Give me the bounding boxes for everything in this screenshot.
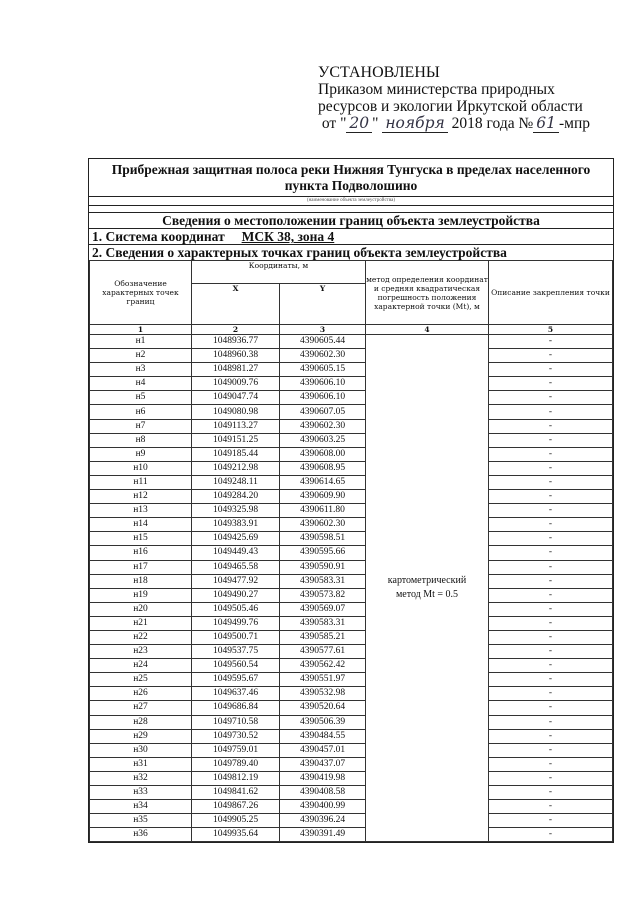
- point-description: -: [489, 504, 613, 518]
- point-id: н35: [90, 814, 192, 828]
- point-description: -: [489, 701, 613, 715]
- coord-x: 1049465.58: [192, 560, 280, 574]
- point-description: -: [489, 349, 613, 363]
- coord-y: 4390585.21: [280, 630, 366, 644]
- point-id: н5: [90, 391, 192, 405]
- coord-y: 4390605.44: [280, 335, 366, 349]
- coord-y: 4390611.80: [280, 504, 366, 518]
- coord-x: 1049248.11: [192, 475, 280, 489]
- point-id: н14: [90, 518, 192, 532]
- point-description: -: [489, 363, 613, 377]
- column-number: 2: [192, 325, 280, 335]
- point-id: н29: [90, 729, 192, 743]
- point-description: -: [489, 560, 613, 574]
- point-description: -: [489, 433, 613, 447]
- coord-y: 4390457.01: [280, 743, 366, 757]
- coord-x: 1049113.27: [192, 419, 280, 433]
- table-row: [90, 814, 613, 828]
- coord-x: 1049710.58: [192, 715, 280, 729]
- table-row: [90, 560, 613, 574]
- point-id: н13: [90, 504, 192, 518]
- point-description: -: [489, 828, 613, 842]
- point-id: н33: [90, 786, 192, 800]
- point-description: -: [489, 715, 613, 729]
- coord-x: 1049080.98: [192, 405, 280, 419]
- coord-x: 1049595.67: [192, 673, 280, 687]
- point-id: н1: [90, 335, 192, 349]
- table-row: [90, 504, 613, 518]
- section-heading: Сведения о местоположении границ объекта землеустройства: [89, 213, 613, 229]
- object-title-caption: (наименование объекта землеустройства): [89, 196, 613, 206]
- spacer: [89, 206, 613, 213]
- object-title: Прибрежная защитная полоса реки Нижняя Тунгуска в пределах населенного пункта Подволошино: [111, 162, 591, 193]
- coord-x: 1049477.92: [192, 574, 280, 588]
- point-id: н18: [90, 574, 192, 588]
- point-id: н32: [90, 771, 192, 785]
- table-row: [90, 602, 613, 616]
- point-description: -: [489, 687, 613, 701]
- coord-x: 1049425.69: [192, 532, 280, 546]
- column-number: 5: [489, 325, 613, 335]
- point-id: н27: [90, 701, 192, 715]
- coord-x: 1048960.38: [192, 349, 280, 363]
- coord-x: 1049499.76: [192, 616, 280, 630]
- header-coords: Координаты, м: [192, 261, 366, 284]
- approval-line-2: ресурсов и экологии Иркутской области: [318, 98, 583, 115]
- point-description: -: [489, 659, 613, 673]
- coord-y: 4390484.55: [280, 729, 366, 743]
- table-row: [90, 546, 613, 560]
- point-description: -: [489, 419, 613, 433]
- coord-x: 1049185.44: [192, 447, 280, 461]
- point-id: н4: [90, 377, 192, 391]
- table-row: [90, 687, 613, 701]
- table-row: [90, 433, 613, 447]
- point-description: -: [489, 335, 613, 349]
- coord-x: 1049449.43: [192, 546, 280, 560]
- table-row: [90, 786, 613, 800]
- point-id: н10: [90, 461, 192, 475]
- point-id: н30: [90, 743, 192, 757]
- coord-x: 1049560.54: [192, 659, 280, 673]
- point-description: -: [489, 673, 613, 687]
- coord-y: 4390602.30: [280, 349, 366, 363]
- table-row: [90, 645, 613, 659]
- point-id: н34: [90, 800, 192, 814]
- table-row: [90, 701, 613, 715]
- table-row: [90, 828, 613, 842]
- table-row: [90, 377, 613, 391]
- table-row: [90, 673, 613, 687]
- point-id: н15: [90, 532, 192, 546]
- point-description: -: [489, 645, 613, 659]
- table-row: [90, 461, 613, 475]
- table-row: [90, 800, 613, 814]
- coord-y: 4390506.39: [280, 715, 366, 729]
- coord-y: 4390408.58: [280, 786, 366, 800]
- point-description: -: [489, 518, 613, 532]
- point-description: -: [489, 814, 613, 828]
- point-description: -: [489, 630, 613, 644]
- point-description: -: [489, 757, 613, 771]
- table-row: [90, 335, 613, 349]
- coord-x: 1049905.25: [192, 814, 280, 828]
- coord-x: 1049841.62: [192, 786, 280, 800]
- handwritten-month: ноября: [382, 115, 447, 133]
- coord-y: 4390606.10: [280, 391, 366, 405]
- coord-y: 4390437.07: [280, 757, 366, 771]
- coord-y: 4390606.10: [280, 377, 366, 391]
- coord-y: 4390520.64: [280, 701, 366, 715]
- point-id: н12: [90, 490, 192, 504]
- points-heading: 2. Сведения о характерных точках границ объекта землеустройства: [92, 245, 507, 260]
- table-row: [90, 349, 613, 363]
- coord-y: 4390551.97: [280, 673, 366, 687]
- column-number: 3: [280, 325, 366, 335]
- point-description: -: [489, 743, 613, 757]
- coord-x: 1049637.46: [192, 687, 280, 701]
- header-designation: Обозначение характерных точек границ: [90, 261, 192, 325]
- point-id: н11: [90, 475, 192, 489]
- table-row: [90, 743, 613, 757]
- point-id: н6: [90, 405, 192, 419]
- coord-x: 1048936.77: [192, 335, 280, 349]
- handwritten-number: 61: [533, 115, 559, 133]
- approval-date-line: от " 20 " ноября 2018 года № 61 -мпр: [321, 114, 591, 132]
- coord-y: 4390609.90: [280, 490, 366, 504]
- point-description: -: [489, 800, 613, 814]
- point-description: -: [489, 532, 613, 546]
- coordinate-system-value: МСК 38, зона 4: [241, 229, 335, 244]
- header-description: Описание закрепления точки: [489, 261, 613, 325]
- point-id: н17: [90, 560, 192, 574]
- table-row: [90, 475, 613, 489]
- coord-x: 1049151.25: [192, 433, 280, 447]
- coord-x: 1049500.71: [192, 630, 280, 644]
- table-row: [90, 771, 613, 785]
- point-description: -: [489, 729, 613, 743]
- point-id: н31: [90, 757, 192, 771]
- point-description: -: [489, 588, 613, 602]
- table-row: [90, 757, 613, 771]
- coord-y: 4390605.15: [280, 363, 366, 377]
- point-description: -: [489, 377, 613, 391]
- table-row: [90, 715, 613, 729]
- coord-y: 4390419.98: [280, 771, 366, 785]
- coord-x: 1049009.76: [192, 377, 280, 391]
- method-cell: картометрический метод Mt = 0.5: [366, 335, 489, 842]
- point-description: -: [489, 447, 613, 461]
- point-id: н2: [90, 349, 192, 363]
- coord-x: 1049325.98: [192, 504, 280, 518]
- coord-x: 1049812.19: [192, 771, 280, 785]
- coord-y: 4390532.98: [280, 687, 366, 701]
- point-id: н20: [90, 602, 192, 616]
- points-table: [89, 260, 613, 842]
- point-description: -: [489, 546, 613, 560]
- coord-x: 1049490.27: [192, 588, 280, 602]
- coord-y: 4390400.99: [280, 800, 366, 814]
- point-id: н19: [90, 588, 192, 602]
- point-id: н21: [90, 616, 192, 630]
- point-id: н16: [90, 546, 192, 560]
- table-row: [90, 588, 613, 602]
- point-id: н28: [90, 715, 192, 729]
- coord-y: 4390607.05: [280, 405, 366, 419]
- coordinate-system: 1. Система координат МСК 38, зона 4: [89, 229, 613, 245]
- point-id: н24: [90, 659, 192, 673]
- coord-x: 1048981.27: [192, 363, 280, 377]
- point-id: н25: [90, 673, 192, 687]
- header-method: метод определения координат и средняя квадратическая погрешность положения характерной точки (Mt), м: [366, 261, 489, 325]
- table-row: [90, 419, 613, 433]
- coord-x: 1049867.26: [192, 800, 280, 814]
- coord-y: 4390602.30: [280, 518, 366, 532]
- point-description: -: [489, 391, 613, 405]
- point-id: н9: [90, 447, 192, 461]
- coord-y: 4390583.31: [280, 574, 366, 588]
- point-id: н23: [90, 645, 192, 659]
- coord-y: 4390603.25: [280, 433, 366, 447]
- point-description: -: [489, 771, 613, 785]
- header-x: X: [192, 284, 280, 325]
- approval-line-1: Приказом министерства природных: [318, 81, 555, 98]
- coord-y: 4390595.66: [280, 546, 366, 560]
- table-row: [90, 729, 613, 743]
- table-row: [90, 574, 613, 588]
- point-id: н22: [90, 630, 192, 644]
- table-row: [90, 490, 613, 504]
- column-number: 1: [90, 325, 192, 335]
- approval-title: УСТАНОВЛЕНЫ: [318, 64, 440, 81]
- table-row: [90, 659, 613, 673]
- point-id: н26: [90, 687, 192, 701]
- table-row: [90, 391, 613, 405]
- coord-y: 4390583.31: [280, 616, 366, 630]
- approval-stamp: [318, 64, 590, 133]
- coord-x: 1049505.46: [192, 602, 280, 616]
- point-id: н7: [90, 419, 192, 433]
- coord-y: 4390391.49: [280, 828, 366, 842]
- point-description: -: [489, 490, 613, 504]
- coord-y: 4390608.95: [280, 461, 366, 475]
- point-description: -: [489, 786, 613, 800]
- boundary-document: [88, 158, 614, 843]
- point-description: -: [489, 616, 613, 630]
- coord-y: 4390562.42: [280, 659, 366, 673]
- coord-x: 1049759.01: [192, 743, 280, 757]
- coord-y: 4390614.65: [280, 475, 366, 489]
- coord-x: 1049383.91: [192, 518, 280, 532]
- table-row: [90, 405, 613, 419]
- coord-x: 1049789.40: [192, 757, 280, 771]
- coord-y: 4390590.91: [280, 560, 366, 574]
- point-id: н8: [90, 433, 192, 447]
- coord-x: 1049537.75: [192, 645, 280, 659]
- table-row: [90, 630, 613, 644]
- coord-y: 4390602.30: [280, 419, 366, 433]
- coord-y: 4390396.24: [280, 814, 366, 828]
- table-row: [90, 363, 613, 377]
- point-id: н36: [90, 828, 192, 842]
- coord-x: 1049284.20: [192, 490, 280, 504]
- point-description: -: [489, 461, 613, 475]
- coord-x: 1049935.64: [192, 828, 280, 842]
- point-id: н3: [90, 363, 192, 377]
- header-y: Y: [280, 284, 366, 325]
- coord-x: 1049047.74: [192, 391, 280, 405]
- coord-y: 4390569.07: [280, 602, 366, 616]
- coord-y: 4390573.82: [280, 588, 366, 602]
- column-number: 4: [366, 325, 489, 335]
- coord-y: 4390577.61: [280, 645, 366, 659]
- point-description: -: [489, 602, 613, 616]
- coord-x: 1049730.52: [192, 729, 280, 743]
- table-row: [90, 447, 613, 461]
- coord-x: 1049212.98: [192, 461, 280, 475]
- point-description: -: [489, 574, 613, 588]
- point-description: -: [489, 405, 613, 419]
- table-row: [90, 532, 613, 546]
- coord-y: 4390598.51: [280, 532, 366, 546]
- coord-x: 1049686.84: [192, 701, 280, 715]
- table-row: [90, 518, 613, 532]
- coord-y: 4390608.00: [280, 447, 366, 461]
- point-description: -: [489, 475, 613, 489]
- table-row: [90, 616, 613, 630]
- handwritten-day: 20: [346, 115, 372, 133]
